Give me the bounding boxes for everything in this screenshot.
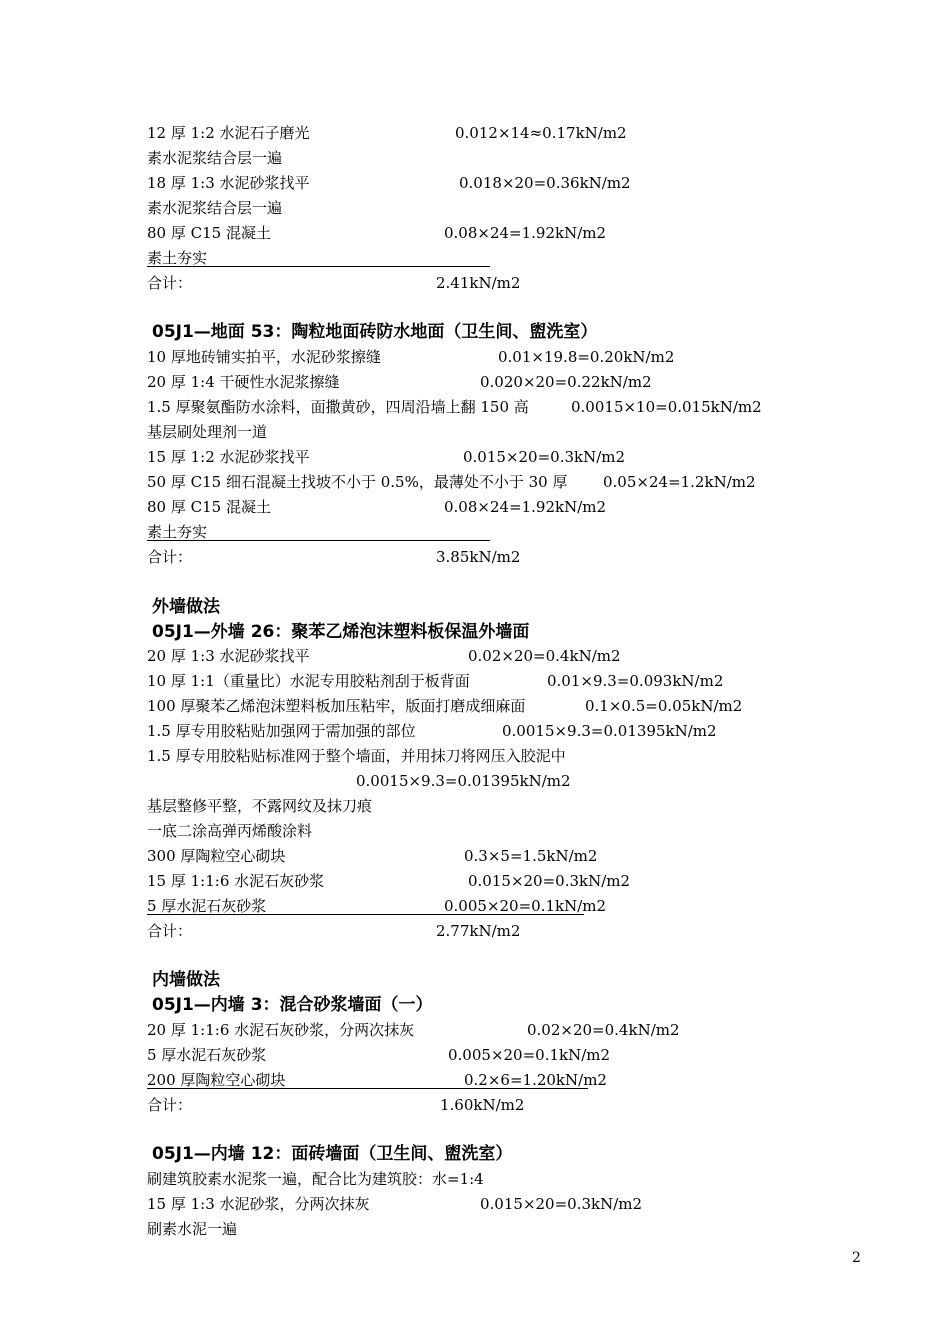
line-desc: 10 厚 1:1（重量比）水泥专用胶粘剂刮于板背面 [147, 672, 470, 690]
line-desc: 20 厚 1:3 水泥砂浆找平 [147, 647, 310, 665]
line-value: 0.01×9.3=0.093kN/m2 [547, 672, 724, 690]
total-label: 合计： [147, 274, 193, 292]
line-desc: 基层刷处理剂一道 [147, 423, 268, 441]
section-heading: 05J1—内墙 3：混合砂浆墙面（一） [152, 995, 433, 1015]
line-desc: 素水泥浆结合层一遍 [147, 199, 283, 217]
total-label: 合计： [147, 922, 193, 940]
total-value: 2.77kN/m2 [436, 922, 521, 940]
line-desc: 12 厚 1:2 水泥石子磨光 [147, 124, 310, 142]
line-value: 0.015×20=0.3kN/m2 [468, 872, 631, 890]
line-desc: 300 厚陶粒空心砌块 [147, 847, 286, 865]
line-desc: 刷素水泥一遍 [147, 1220, 238, 1238]
line-desc: 素土夯实 [147, 523, 208, 541]
line-value: 0.018×20=0.36kN/m2 [459, 174, 631, 192]
line-desc: 5 厚水泥石灰砂浆 [147, 1046, 267, 1064]
section-heading: 05J1—内墙 12：面砖墙面（卫生间、盥洗室） [152, 1144, 513, 1164]
section-heading: 05J1—外墙 26：聚苯乙烯泡沫塑料板保温外墙面 [152, 622, 530, 642]
line-value: 0.08×24=1.92kN/m2 [444, 224, 607, 242]
total-label: 合计： [147, 1096, 193, 1114]
line-value: 0.05×24=1.2kN/m2 [603, 473, 756, 491]
line-value: 0.005×20=0.1kN/m2 [448, 1046, 611, 1064]
line-value: 0.02×20=0.4kN/m2 [527, 1021, 680, 1039]
line-desc: 刷建筑胶素水泥浆一遍，配合比为建筑胶：水=1:4 [147, 1170, 484, 1188]
total-label: 合计： [147, 548, 193, 566]
underline-rule [147, 540, 490, 541]
line-desc: 10 厚地砖铺实拍平，水泥砂浆擦缝 [147, 348, 381, 366]
line-desc: 素土夯实 [147, 249, 208, 267]
line-value: 0.01×19.8=0.20kN/m2 [498, 348, 675, 366]
total-value: 1.60kN/m2 [440, 1096, 525, 1114]
line-value: 0.015×20=0.3kN/m2 [463, 448, 626, 466]
line-desc: 5 厚水泥石灰砂浆 [147, 897, 267, 915]
line-desc: 15 厚 1:2 水泥砂浆找平 [147, 448, 310, 466]
line-desc: 一底二涂高弹丙烯酸涂料 [147, 822, 313, 840]
line-value: 0.020×20=0.22kN/m2 [480, 373, 652, 391]
line-value: 0.012×14≈0.17kN/m2 [455, 124, 627, 142]
category-heading: 外墙做法 [152, 597, 220, 617]
line-desc: 1.5 厚聚氨酯防水涂料，面撒黄砂，四周沿墙上翻 150 高 [147, 398, 529, 416]
total-value: 3.85kN/m2 [436, 548, 521, 566]
line-desc: 素水泥浆结合层一遍 [147, 149, 283, 167]
line-desc: 50 厚 C15 细石混凝土找坡不小于 0.5%，最薄处不小于 30 厚 [147, 473, 568, 491]
line-value: 0.2×6=1.20kN/m2 [464, 1071, 607, 1089]
line-value: 0.0015×9.3=0.01395kN/m2 [356, 772, 571, 790]
line-desc: 20 厚 1:1:6 水泥石灰砂浆，分两次抹灰 [147, 1021, 415, 1039]
section-heading: 05J1—地面 53：陶粒地面砖防水地面（卫生间、盥洗室） [152, 322, 598, 342]
line-value: 0.1×0.5=0.05kN/m2 [585, 697, 743, 715]
line-value: 0.0015×9.3=0.01395kN/m2 [502, 722, 717, 740]
line-desc: 15 厚 1:3 水泥砂浆，分两次抹灰 [147, 1195, 370, 1213]
line-value: 0.0015×10=0.015kN/m2 [571, 398, 762, 416]
line-value: 0.02×20=0.4kN/m2 [468, 647, 621, 665]
line-value: 0.08×24=1.92kN/m2 [444, 498, 607, 516]
line-desc: 200 厚陶粒空心砌块 [147, 1071, 286, 1089]
category-heading: 内墙做法 [152, 970, 220, 990]
line-desc: 100 厚聚苯乙烯泡沫塑料板加压粘牢，版面打磨成细麻面 [147, 697, 526, 715]
underline-rule [147, 914, 584, 915]
line-desc: 基层整修平整，不露网纹及抹刀痕 [147, 797, 373, 815]
total-value: 2.41kN/m2 [436, 274, 521, 292]
line-value: 0.3×5=1.5kN/m2 [464, 847, 598, 865]
line-value: 0.015×20=0.3kN/m2 [480, 1195, 643, 1213]
line-desc: 20 厚 1:4 干硬性水泥浆擦缝 [147, 373, 340, 391]
page-number: 2 [852, 1250, 861, 1266]
line-desc: 18 厚 1:3 水泥砂浆找平 [147, 174, 310, 192]
line-desc: 80 厚 C15 混凝土 [147, 498, 271, 516]
underline-rule [147, 1088, 588, 1089]
underline-rule [147, 266, 490, 267]
line-desc: 1.5 厚专用胶粘贴标准网于整个墙面，并用抹刀将网压入胶泥中 [147, 747, 566, 765]
line-desc: 1.5 厚专用胶粘贴加强网于需加强的部位 [147, 722, 416, 740]
line-value: 0.005×20=0.1kN/m2 [444, 897, 607, 915]
line-desc: 80 厚 C15 混凝土 [147, 224, 271, 242]
line-desc: 15 厚 1:1:6 水泥石灰砂浆 [147, 872, 325, 890]
